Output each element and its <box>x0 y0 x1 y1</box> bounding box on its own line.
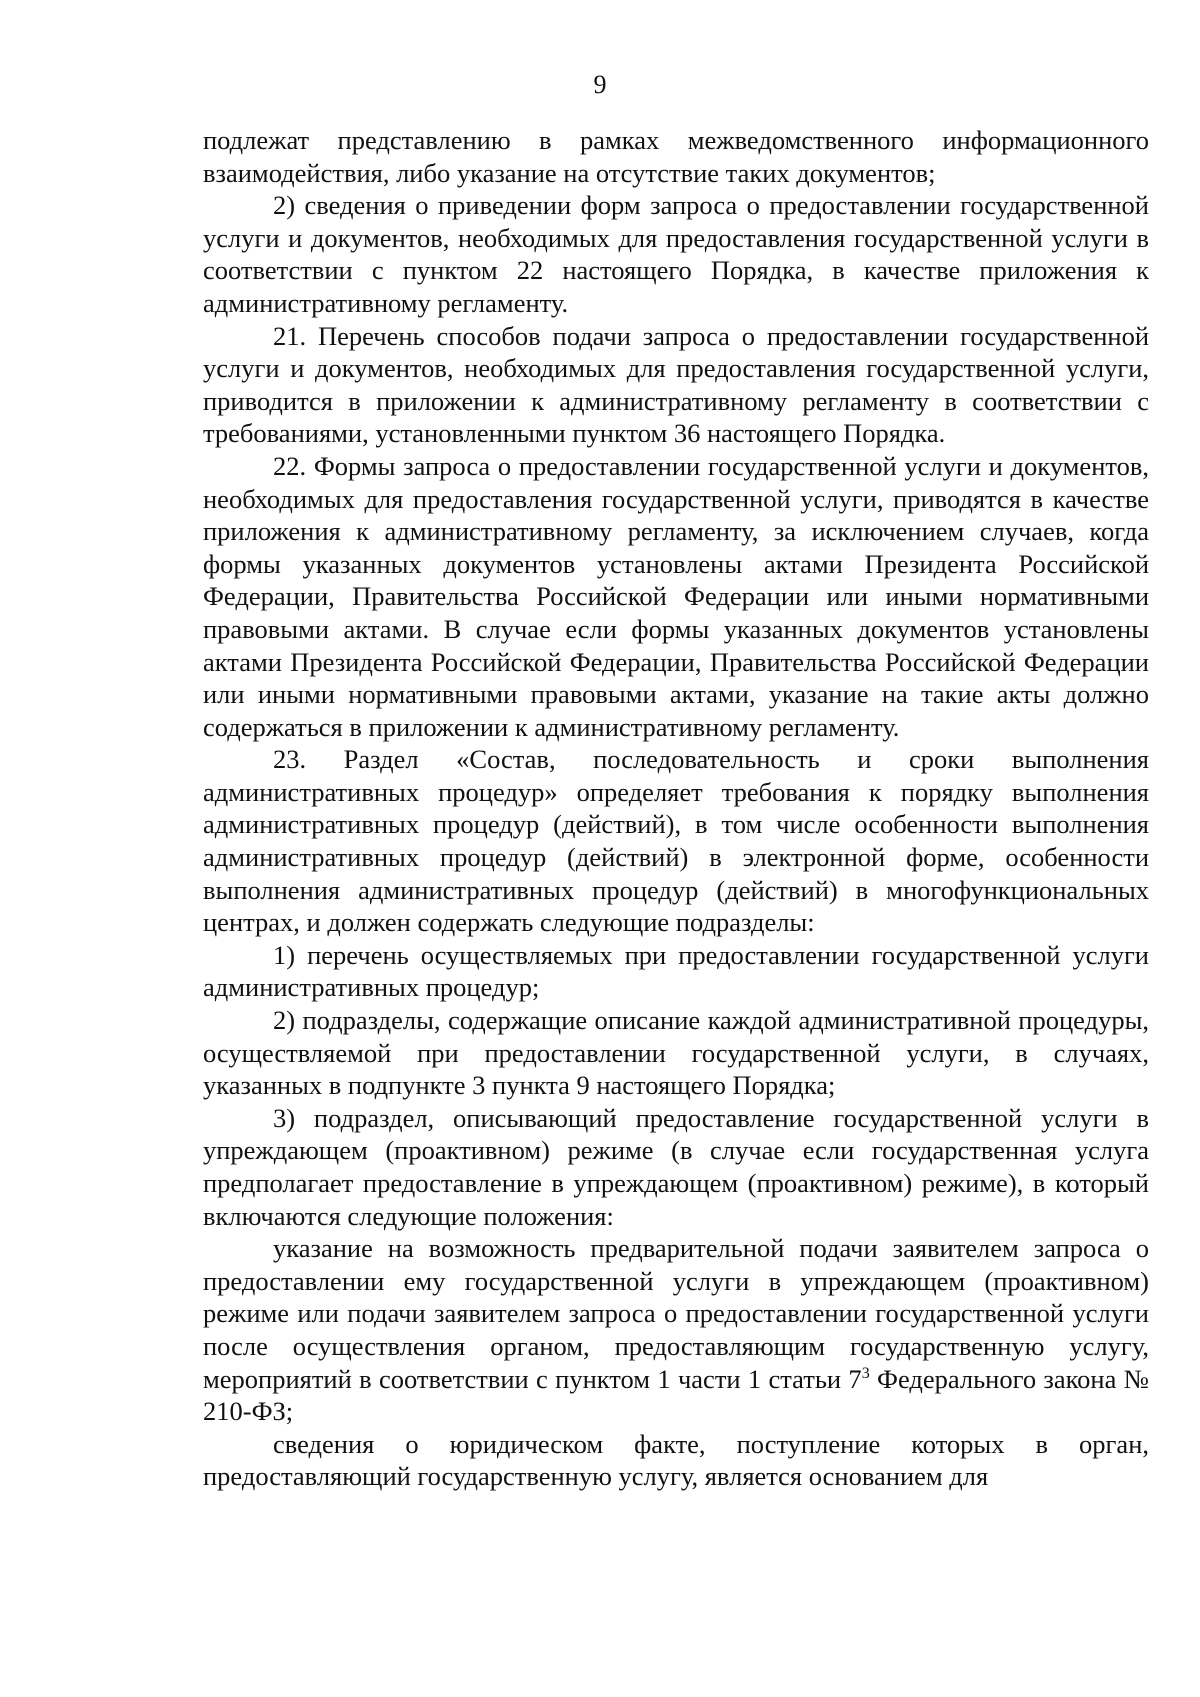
paragraph-22: 22. Формы запроса о предоставлении государственной услуги и документов, необходимых для предоставления государственной услуги, приводятся в качестве приложения к административному регламенту, за исключением случаев, когда формы указанных документов установлены актами Президента Российской Федерации, Правительства Российской Федерации или иными нормативными правовыми актами. В случае если формы указанных документов установлены актами Президента Российской Федерации, Правительства Российской Федерации или иными нормативными правовыми актами, указание на такие акты должно содержаться в приложении к административному регламенту. <box>203 450 1149 742</box>
superscript-article-number: 3 <box>861 1364 870 1382</box>
paragraph-legal-fact: сведения о юридическом факте, поступление которых в орган, предоставляющий государственную услугу, является основанием для <box>203 1428 1149 1492</box>
paragraph-21: 21. Перечень способов подачи запроса о предоставлении государственной услуги и документов, необходимых для предоставления государственной услуги, приводится в приложении к административному регламенту в соответствии с требованиями, установленными пунктом 36 настоящего Порядка. <box>203 320 1149 449</box>
paragraph-23-item-1: 1) перечень осуществляемых при предоставлении государственной услуги административных процедур; <box>203 939 1149 1003</box>
paragraph-continuation: подлежат представлению в рамках межведомственного информационного взаимодействия, либо указание на отсутствие таких документов; <box>203 125 1149 188</box>
proactive-indication-text: указание на возможность предварительной подачи заявителем запроса о предоставлении ему государственной услуги в упреждающем (проактивном) режиме или подачи заявителем запроса о предоставлении государственной услуги после осуществления органом, предоставляющим государственную услугу, мероприятий в соответствии с пунктом 1 части 1 статьи 7 <box>203 1233 1149 1394</box>
paragraph-proactive-indication <box>203 1232 1149 1428</box>
paragraph-23: 23. Раздел «Состав, последовательность и сроки выполнения административных процедур» определяет требования к порядку выполнения административных процедур (действий), в том числе особенности выполнения административных процедур (действий) в электронной форме, особенности выполнения административных процедур (действий) в многофункциональных центрах, и должен содержать следующие подразделы: <box>203 744 1149 938</box>
paragraph-23-item-3: 3) подраздел, описывающий предоставление государственной услуги в упреждающем (проактивном) режиме (в случае если государственная услуга предполагает предоставление в упреждающем (проактивном) режиме), в который включаются следующие положения: <box>203 1102 1149 1231</box>
paragraph-23-item-2: 2) подразделы, содержащие описание каждой административной процедуры, осуществляемой при предоставлении государственной услуги, в случаях, указанных в подпункте 3 пункта 9 настоящего Порядка; <box>203 1005 1149 1101</box>
proactive-indication-tail: Федерального закона № 210-ФЗ; <box>203 1363 1149 1427</box>
page-number: 9 <box>593 70 607 99</box>
document-body <box>203 124 1149 1493</box>
paragraph-item-2-info-forms: 2) сведения о приведении форм запроса о предоставлении государственной услуги и документов, необходимых для предоставления государственной услуги в соответствии с пунктом 22 настоящего Порядка, в качестве приложения к административному регламенту. <box>203 190 1149 318</box>
